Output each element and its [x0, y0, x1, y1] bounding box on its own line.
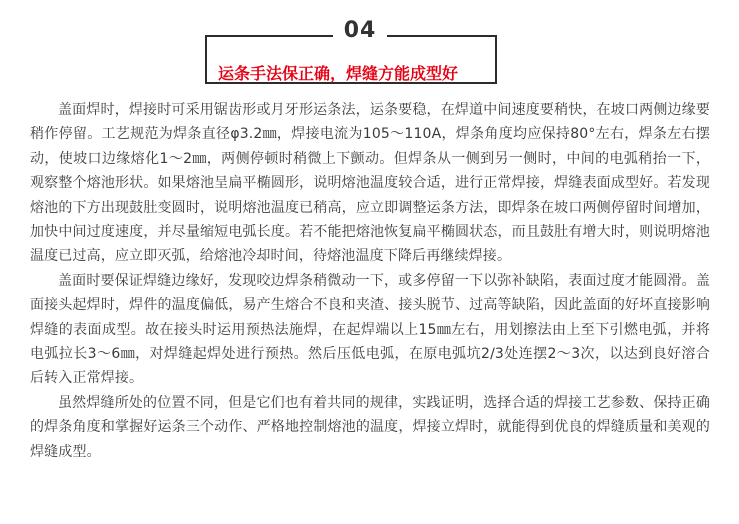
section-header [0, 0, 739, 100]
section-title: 运条手法保正确，焊缝方能成型好 [218, 64, 459, 83]
article-body [30, 98, 710, 464]
frame-top-line-left [205, 35, 333, 37]
section-number: 04 [343, 18, 377, 43]
paragraph-2: 盖面时要保证焊缝边缘好，发现咬边焊条稍微动一下，或多停留一下以弥补缺陷，表面过度才能圆滑。盖面接头起焊时，焊件的温度偏低，易产生熔合不良和夹渣、接头脱节、过高等缺陷，因此盖面的好坏直接影响焊缝的表面成型。故在接头时运用预热法施焊，在起焊端以上15㎜左右，用划擦法由上至下引燃电弧，并将电弧拉长3～6㎜，对焊缝起焊处进行预热。然后压低电弧，在原电弧坑2/3处连摆2～3次，以达到良好溶合后转入正常焊接。 [30, 272, 710, 387]
paragraph-3: 虽然焊缝所处的位置不同，但是它们也有着共同的规律，实践证明，选择合适的焊接工艺参数、保持正确的焊条角度和掌握好运条三个动作、严格地控制熔池的温度，焊接立焊时，就能得到优良的焊缝质量和美观的焊缝成型。 [30, 394, 710, 460]
frame-top-line-right [387, 35, 497, 37]
paragraph-1: 盖面焊时，焊接时可采用锯齿形或月牙形运条法，运条要稳，在焊道中间速度要稍快，在坡口两侧边缘要稍作停留。工艺规范为焊条直径φ3.2㎜，焊接电流为105～110A，焊条角度均应保持80°左右，焊条左右摆动，使坡口边缘熔化1～2㎜，两侧停顿时稍微上下颤动。但焊条从一侧到另一侧时，中间的电弧稍抬一下，观察整个熔池形状。如果熔池呈扁平椭圆形，说明熔池温度较合适，进行正常焊接，焊缝表面成型好。若发现熔池的下方出现鼓肚变圆时，说明熔池温度已稍高，应立即调整运条方法，即焊条在坡口两侧停留时间增加，加快中间过度速度，并尽量缩短电弧长度。若不能把熔池恢复扁平椭圆状态，而且鼓肚有增大时，则说明熔池温度已过高，应立即灭弧，给熔池冷却时间，待熔池温度下降后再继续焊接。 [30, 102, 710, 265]
